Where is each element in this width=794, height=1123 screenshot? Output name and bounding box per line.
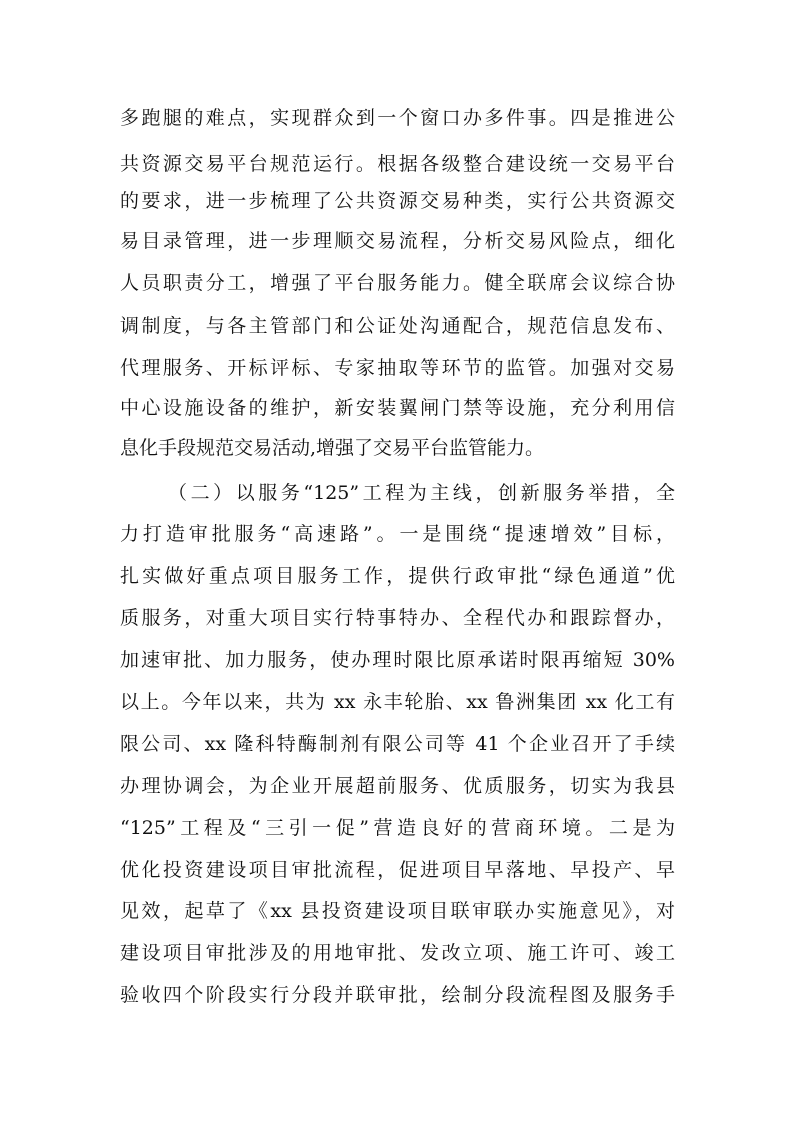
text-line: 限公司、xx 隆科特酶制剂有限公司等 41 个企业召开了手续 — [120, 733, 675, 755]
text-line: 多跑腿的难点，实现群众到一个窗口办多件事。四是推进公 — [120, 107, 675, 129]
text-line: 调制度，与各主管部门和公证处沟通配合，规范信息发布、 — [120, 315, 675, 337]
section-heading-line: （二）以服务“125”工程为主线，创新服务举措，全 — [168, 482, 675, 504]
text-line: 的要求，进一步梳理了公共资源交易种类，实行公共资源交 — [120, 190, 675, 212]
text-line: 加速审批、加力服务，使办理时限比原承诺时限再缩短 30% — [120, 649, 675, 671]
text-line: 见效，起草了《xx 县投资建设项目联审联办实施意见》，对 — [120, 900, 675, 922]
text-line: “125”工程及“三引一促”营造良好的营商环境。二是为 — [120, 817, 675, 839]
text-line: 验收四个阶段实行分段并联审批，绘制分段流程图及服务手 — [120, 984, 675, 1006]
text-line: 扎实做好重点项目服务工作，提供行政审批“绿色通道”优 — [120, 565, 675, 587]
text-line: 人员职责分工，增强了平台服务能力。健全联席会议综合协 — [120, 272, 675, 294]
text-line: 中心设施设备的维护，新安装翼闸门禁等设施，充分利用信 — [120, 397, 675, 419]
text-line: 建设项目审批涉及的用地审批、发改立项、施工许可、竣工 — [120, 942, 675, 964]
text-line: 力打造审批服务“高速路”。一是围绕“提速增效”目标， — [120, 523, 675, 545]
text-line: 共资源交易平台规范运行。根据各级整合建设统一交易平台 — [120, 153, 675, 175]
text-line: 办理协调会，为企业开展超前服务、优质服务，切实为我县 — [120, 775, 675, 797]
text-line: 质服务，对重大项目实行特事特办、全程代办和跟踪督办， — [120, 607, 675, 629]
text-line: 以上。今年以来，共为 xx 永丰轮胎、xx 鲁洲集团 xx 化工有 — [120, 691, 675, 713]
paragraph-last-line: 息化手段规范交易活动,增强了交易平台监管能力。 — [120, 437, 545, 459]
text-line: 易目录管理，进一步理顺交易流程，分析交易风险点，细化 — [120, 230, 675, 252]
text-line: 代理服务、开标评标、专家抽取等环节的监管。加强对交易 — [120, 357, 675, 379]
text-line: 优化投资建设项目审批流程，促进项目早落地、早投产、早 — [120, 859, 675, 881]
